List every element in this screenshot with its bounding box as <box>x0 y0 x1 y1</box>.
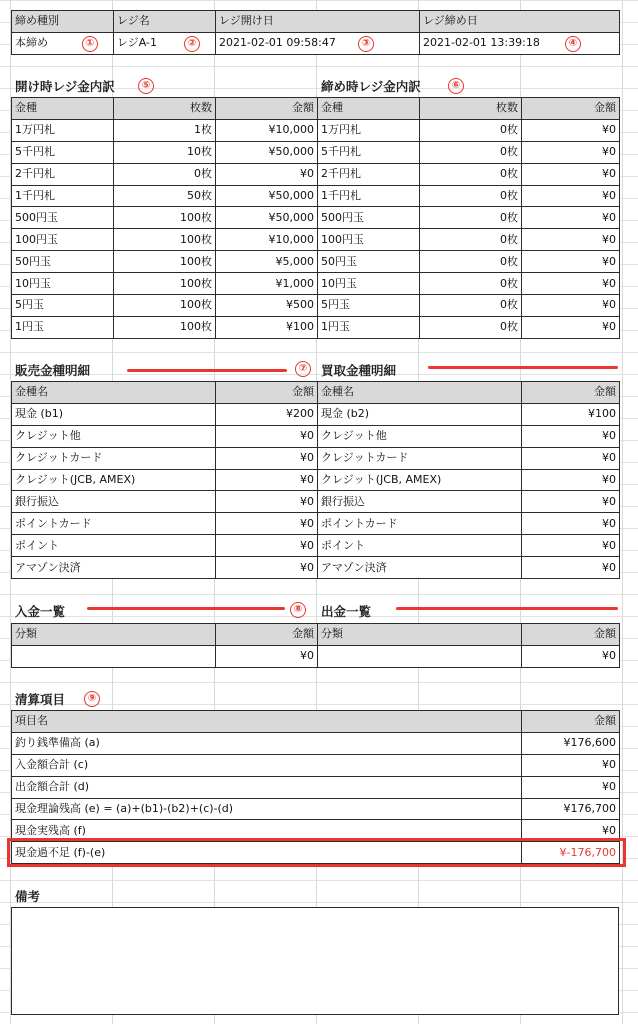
deposits-row <box>12 645 318 667</box>
opening-cash-cell[interactable]: 100枚 <box>114 316 216 338</box>
closing-cash-row <box>318 229 620 251</box>
purchase-cell[interactable]: 現金 (b2) <box>318 403 522 425</box>
purchase-row <box>318 447 620 469</box>
closing-cash-cell[interactable]: 0枚 <box>420 141 522 163</box>
closing-cash-cell[interactable]: 1千円札 <box>318 185 420 207</box>
closing-cash-cell[interactable]: 0枚 <box>420 295 522 317</box>
opening-cash-cell[interactable]: ¥50,000 <box>216 207 318 229</box>
marker-2: ② <box>184 36 200 52</box>
withdrawals-row <box>318 645 620 667</box>
closing-cash-row <box>318 119 620 141</box>
purchase-row <box>318 403 620 425</box>
opening-cash-cell[interactable]: ¥0 <box>216 163 318 185</box>
closing-cash-cell[interactable]: ¥0 <box>522 207 620 229</box>
opening-cash-cell[interactable]: 500円玉 <box>12 207 114 229</box>
opening-cash-row <box>12 251 318 273</box>
opening-title: 開け時レジ金内訳 <box>15 79 115 94</box>
sales-col-name: 金種名 <box>12 382 216 404</box>
sales-row <box>12 535 318 557</box>
header-col-open-date: レジ開け日 <box>216 11 420 33</box>
opening-cash-cell[interactable]: ¥100 <box>216 316 318 338</box>
header-col-close-type: 締め種別 <box>12 11 114 33</box>
purchase-cell[interactable]: ポイント <box>318 535 522 557</box>
cash-discrepancy-highlight <box>7 838 626 867</box>
opening-col-count: 枚数 <box>114 98 216 120</box>
marker-9: ⑨ <box>84 691 100 707</box>
closing-cash-row <box>318 273 620 295</box>
opening-cash-cell[interactable]: ¥1,000 <box>216 273 318 295</box>
withdrawals-title: 出金一覧 <box>321 604 372 619</box>
deposits-title: 入金一覧 <box>15 604 66 619</box>
purchase-cell[interactable]: ¥0 <box>522 447 620 469</box>
notes-box[interactable] <box>11 907 619 1015</box>
closing-cash-cell[interactable]: 0枚 <box>420 273 522 295</box>
sales-cell[interactable]: ¥0 <box>216 557 318 579</box>
settlement-cell[interactable]: ¥176,700 <box>522 798 620 820</box>
opening-cash-row <box>12 316 318 338</box>
closing-cash-row <box>318 163 620 185</box>
closing-cash-cell[interactable]: 0枚 <box>420 163 522 185</box>
closing-cash-cell[interactable]: 1円玉 <box>318 316 420 338</box>
marker-5: ⑤ <box>138 78 154 94</box>
marker-8: ⑧ <box>290 602 306 618</box>
withdrawals-cell[interactable] <box>318 645 522 667</box>
closing-title: 締め時レジ金内訳 <box>321 79 421 94</box>
marker-7: ⑦ <box>295 361 311 377</box>
settlement-cell[interactable]: ¥0 <box>522 754 620 776</box>
purchase-cell[interactable]: ¥0 <box>522 425 620 447</box>
sales-cell[interactable]: ポイントカード <box>12 513 216 535</box>
sales-cell[interactable]: 銀行振込 <box>12 491 216 513</box>
opening-cash-cell[interactable]: ¥5,000 <box>216 251 318 273</box>
sales-cell[interactable]: ¥0 <box>216 491 318 513</box>
purchase-cell[interactable]: ¥0 <box>522 535 620 557</box>
purchase-title: 買取金種明細 <box>321 363 397 378</box>
withdrawals-table <box>317 623 620 668</box>
opening-cash-cell[interactable]: ¥50,000 <box>216 141 318 163</box>
opening-col-denomination: 金種 <box>12 98 114 120</box>
purchase-row <box>318 469 620 491</box>
sales-cell[interactable]: クレジット他 <box>12 425 216 447</box>
opening-cash-row <box>12 295 318 317</box>
purchase-cell[interactable]: クレジット(JCB, AMEX) <box>318 469 522 491</box>
sales-row <box>12 491 318 513</box>
deposits-cell[interactable] <box>12 645 216 667</box>
settlement-cell[interactable]: ¥176,600 <box>522 732 620 754</box>
closing-cash-cell[interactable]: 0枚 <box>420 207 522 229</box>
deposits-table <box>11 623 318 668</box>
closing-cash-cell[interactable]: ¥0 <box>522 119 620 141</box>
withdrawals-underline <box>396 607 618 610</box>
settlement-cell[interactable]: 現金理論残高 (e) = (a)+(b1)-(b2)+(c)-(d) <box>12 798 522 820</box>
closing-cash-row <box>318 141 620 163</box>
opening-col-amount: 金額 <box>216 98 318 120</box>
deposits-underline <box>87 607 285 610</box>
sales-cell[interactable]: アマゾン決済 <box>12 557 216 579</box>
purchase-cell[interactable]: ¥100 <box>522 403 620 425</box>
opening-cash-cell[interactable]: ¥10,000 <box>216 119 318 141</box>
opening-cash-cell[interactable]: 1枚 <box>114 119 216 141</box>
marker-4: ④ <box>565 36 581 52</box>
closing-cash-cell[interactable]: ¥0 <box>522 273 620 295</box>
marker-1: ① <box>82 36 98 52</box>
closing-col-denomination: 金種 <box>318 98 420 120</box>
close-date-value[interactable]: 2021-02-01 13:39:18 <box>420 32 620 54</box>
sales-underline <box>127 369 287 372</box>
sales-row <box>12 425 318 447</box>
settlement-col-item: 項目名 <box>12 711 522 733</box>
opening-cash-row <box>12 185 318 207</box>
opening-cash-cell[interactable]: 2千円札 <box>12 163 114 185</box>
sales-cell[interactable]: 現金 (b1) <box>12 403 216 425</box>
purchase-cell[interactable]: ポイントカード <box>318 513 522 535</box>
settlement-cell[interactable]: ¥0 <box>522 820 620 842</box>
closing-header-row <box>318 98 620 120</box>
header-value-row <box>12 32 620 54</box>
opening-cash-cell[interactable]: 50枚 <box>114 185 216 207</box>
close-type-value[interactable]: 本締め <box>12 32 114 54</box>
sales-cell[interactable]: ¥0 <box>216 535 318 557</box>
closing-cash-cell[interactable]: 500円玉 <box>318 207 420 229</box>
header-column-row <box>12 11 620 33</box>
opening-cash-table <box>11 97 318 339</box>
opening-cash-cell[interactable]: 1千円札 <box>12 185 114 207</box>
sales-cell[interactable]: ¥0 <box>216 425 318 447</box>
purchase-row <box>318 513 620 535</box>
opening-cash-row <box>12 141 318 163</box>
settlement-row <box>12 776 620 798</box>
purchase-cell[interactable]: アマゾン決済 <box>318 557 522 579</box>
closing-cash-cell[interactable]: ¥0 <box>522 316 620 338</box>
sales-col-amount: 金額 <box>216 382 318 404</box>
closing-cash-row <box>318 251 620 273</box>
opening-cash-cell[interactable]: 100枚 <box>114 295 216 317</box>
purchase-cell[interactable]: ¥0 <box>522 557 620 579</box>
header-col-close-date: レジ締め日 <box>420 11 620 33</box>
opening-cash-cell[interactable]: 1円玉 <box>12 316 114 338</box>
purchase-cell[interactable]: クレジット他 <box>318 425 522 447</box>
settlement-cell[interactable]: 現金過不足 (f)-(e) <box>12 842 522 864</box>
closing-cash-row <box>318 185 620 207</box>
settlement-title: 清算項目 <box>15 692 66 707</box>
opening-cash-cell[interactable]: ¥50,000 <box>216 185 318 207</box>
purchase-underline <box>428 366 618 369</box>
deposits-col-amount: 金額 <box>216 624 318 646</box>
withdrawals-col-category: 分類 <box>318 624 522 646</box>
deposits-header-row <box>12 624 318 646</box>
closing-cash-cell[interactable]: ¥0 <box>522 295 620 317</box>
sales-cell[interactable]: ¥0 <box>216 469 318 491</box>
marker-3: ③ <box>358 36 374 52</box>
purchase-col-amount: 金額 <box>522 382 620 404</box>
closing-cash-cell[interactable]: 2千円札 <box>318 163 420 185</box>
opening-cash-row <box>12 273 318 295</box>
sales-cell[interactable]: ¥200 <box>216 403 318 425</box>
sales-row <box>12 447 318 469</box>
opening-cash-cell[interactable]: 50円玉 <box>12 251 114 273</box>
opening-cash-cell[interactable]: 100円玉 <box>12 229 114 251</box>
settlement-row <box>12 754 620 776</box>
open-date-value[interactable]: 2021-02-01 09:58:47 <box>216 32 420 54</box>
settlement-col-amount: 金額 <box>522 711 620 733</box>
settlement-cell[interactable]: 入金額合計 (c) <box>12 754 522 776</box>
closing-cash-cell[interactable]: 50円玉 <box>318 251 420 273</box>
closing-cash-cell[interactable]: 0枚 <box>420 229 522 251</box>
purchase-row <box>318 535 620 557</box>
purchase-cell[interactable]: ¥0 <box>522 513 620 535</box>
opening-cash-row <box>12 207 318 229</box>
closing-cash-cell[interactable]: ¥0 <box>522 251 620 273</box>
sales-table <box>11 381 318 579</box>
settlement-cell[interactable]: ¥0 <box>522 776 620 798</box>
opening-cash-cell[interactable]: 100枚 <box>114 273 216 295</box>
purchase-cell[interactable]: ¥0 <box>522 469 620 491</box>
closing-cash-row <box>318 207 620 229</box>
closing-col-count: 枚数 <box>420 98 522 120</box>
sales-cell[interactable]: クレジット(JCB, AMEX) <box>12 469 216 491</box>
header-table <box>11 10 620 55</box>
purchase-table <box>317 381 620 579</box>
purchase-row <box>318 557 620 579</box>
purchase-col-name: 金種名 <box>318 382 522 404</box>
opening-cash-cell[interactable]: 5千円札 <box>12 141 114 163</box>
closing-cash-cell[interactable]: 100円玉 <box>318 229 420 251</box>
closing-cash-cell[interactable]: 0枚 <box>420 316 522 338</box>
purchase-row <box>318 491 620 513</box>
opening-header-row <box>12 98 318 120</box>
settlement-row <box>12 732 620 754</box>
closing-cash-cell[interactable]: 10円玉 <box>318 273 420 295</box>
purchase-header-row <box>318 382 620 404</box>
sales-row <box>12 469 318 491</box>
opening-cash-cell[interactable]: 100枚 <box>114 229 216 251</box>
deposits-col-category: 分類 <box>12 624 216 646</box>
settlement-row <box>12 798 620 820</box>
header-col-register-name: レジ名 <box>114 11 216 33</box>
sales-cell[interactable]: ¥0 <box>216 513 318 535</box>
settlement-cell[interactable]: 出金額合計 (d) <box>12 776 522 798</box>
sales-row <box>12 403 318 425</box>
opening-cash-cell[interactable]: 100枚 <box>114 207 216 229</box>
settlement-header-row <box>12 711 620 733</box>
settlement-cell[interactable]: 釣り銭準備高 (a) <box>12 732 522 754</box>
closing-cash-table <box>317 97 620 339</box>
register-name-value[interactable]: レジA-1 <box>114 32 216 54</box>
sales-cell[interactable]: クレジットカード <box>12 447 216 469</box>
opening-cash-cell[interactable]: 10枚 <box>114 141 216 163</box>
closing-cash-cell[interactable]: 0枚 <box>420 119 522 141</box>
closing-cash-cell[interactable]: 1万円札 <box>318 119 420 141</box>
closing-cash-row <box>318 295 620 317</box>
sales-title: 販売金種明細 <box>15 363 91 378</box>
withdrawals-header-row <box>318 624 620 646</box>
sales-header-row <box>12 382 318 404</box>
sales-row <box>12 557 318 579</box>
marker-6: ⑥ <box>448 78 464 94</box>
sales-row <box>12 513 318 535</box>
opening-cash-cell[interactable]: 1万円札 <box>12 119 114 141</box>
closing-cash-row <box>318 316 620 338</box>
closing-cash-cell[interactable]: ¥0 <box>522 229 620 251</box>
closing-cash-cell[interactable]: ¥0 <box>522 163 620 185</box>
purchase-row <box>318 425 620 447</box>
closing-col-amount: 金額 <box>522 98 620 120</box>
opening-cash-cell[interactable]: ¥500 <box>216 295 318 317</box>
opening-cash-row <box>12 163 318 185</box>
deposits-cell[interactable]: ¥0 <box>216 645 318 667</box>
closing-cash-cell[interactable]: ¥0 <box>522 141 620 163</box>
closing-cash-cell[interactable]: 5円玉 <box>318 295 420 317</box>
opening-cash-cell[interactable]: 100枚 <box>114 251 216 273</box>
opening-cash-cell[interactable]: 0枚 <box>114 163 216 185</box>
closing-cash-cell[interactable]: ¥0 <box>522 185 620 207</box>
opening-cash-cell[interactable]: ¥10,000 <box>216 229 318 251</box>
settlement-cell[interactable]: ¥-176,700 <box>522 842 620 864</box>
opening-cash-cell[interactable]: 5円玉 <box>12 295 114 317</box>
opening-cash-row <box>12 119 318 141</box>
sales-cell[interactable]: ¥0 <box>216 447 318 469</box>
purchase-cell[interactable]: クレジットカード <box>318 447 522 469</box>
sales-cell[interactable]: ポイント <box>12 535 216 557</box>
notes-title: 備考 <box>15 889 41 904</box>
closing-cash-cell[interactable]: 5千円札 <box>318 141 420 163</box>
purchase-cell[interactable]: ¥0 <box>522 491 620 513</box>
withdrawals-col-amount: 金額 <box>522 624 620 646</box>
withdrawals-cell[interactable]: ¥0 <box>522 645 620 667</box>
opening-cash-cell[interactable]: 10円玉 <box>12 273 114 295</box>
opening-cash-row <box>12 229 318 251</box>
closing-cash-cell[interactable]: 0枚 <box>420 251 522 273</box>
closing-cash-cell[interactable]: 0枚 <box>420 185 522 207</box>
settlement-cell[interactable]: 現金実残高 (f) <box>12 820 522 842</box>
purchase-cell[interactable]: 銀行振込 <box>318 491 522 513</box>
